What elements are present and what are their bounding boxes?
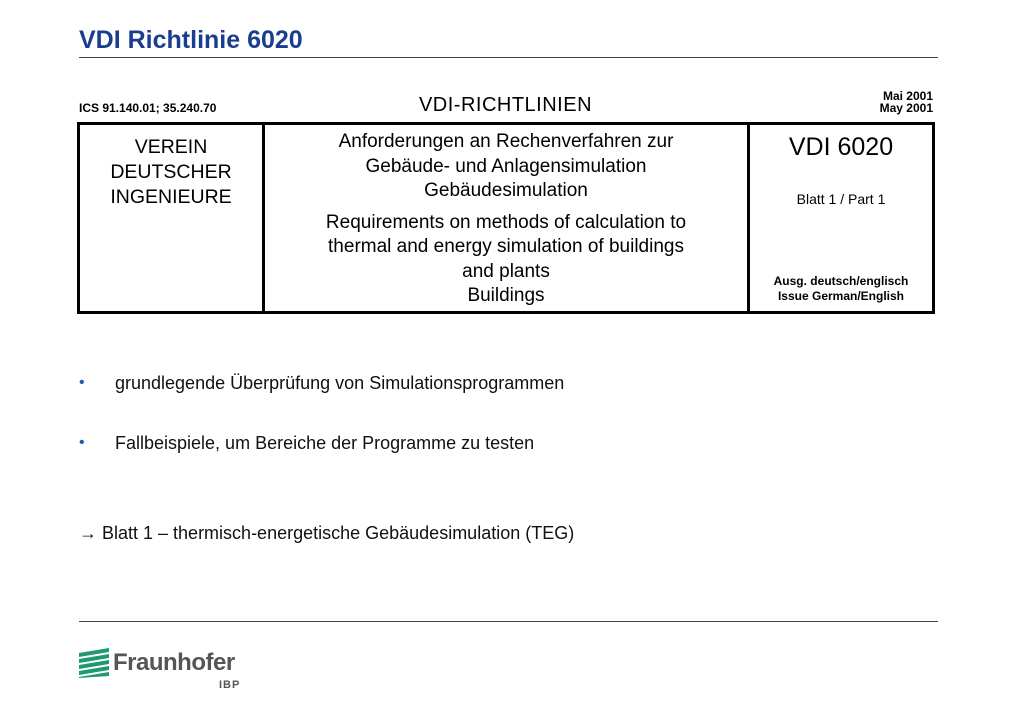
date-german: Mai 2001: [882, 89, 933, 103]
publication-dates: [880, 90, 933, 114]
ics-code: ICS 91.140.01; 35.240.70: [79, 101, 217, 115]
issue-line: Ausg. deutsch/englisch: [773, 274, 909, 288]
org-line: VEREIN: [134, 136, 208, 158]
document-number-cell: [750, 125, 932, 311]
title-de-line: Gebäude- und Anlagensimulation: [365, 155, 647, 177]
title-en-line: thermal and energy simulation of buildings: [328, 236, 684, 257]
document-header: VDI-RICHTLINIEN: [418, 94, 593, 116]
logo-institute: IBP: [219, 679, 241, 691]
title-en-line: Requirements on methods of calculation to: [325, 211, 687, 233]
top-divider: [79, 57, 938, 58]
document-number: VDI 6020: [788, 133, 894, 161]
bullet-icon: •: [79, 434, 85, 451]
organization-cell: [80, 125, 265, 311]
org-line: DEUTSCHER: [110, 161, 232, 183]
slide-title: VDI Richtlinie 6020: [79, 26, 303, 54]
fraunhofer-mark-icon: [79, 648, 109, 678]
logo-wordmark: Fraunhofer: [113, 649, 235, 676]
bullet-text: grundlegende Überprüfung von Simulationsprogrammen: [115, 373, 565, 393]
document-title-cell: [265, 125, 750, 311]
bullet-item: [79, 372, 564, 432]
issue-language: [750, 274, 932, 304]
date-english: May 2001: [879, 101, 933, 115]
title-de-line: Anforderungen an Rechenverfahren zur: [338, 131, 674, 152]
org-line: INGENIEURE: [110, 186, 232, 208]
bottom-divider: [79, 621, 938, 622]
arrow-note: → Blatt 1 – thermisch-energetische Gebäudesimulation (TEG): [79, 523, 575, 543]
document-part: Blatt 1 / Part 1: [796, 191, 886, 207]
bullet-icon: •: [79, 374, 85, 391]
issue-line: Issue German/English: [777, 289, 905, 303]
bullet-item: [79, 432, 564, 492]
title-en-line: and plants: [462, 260, 550, 282]
document-title-block: [77, 122, 935, 314]
bullet-text: Fallbeispiele, um Bereiche der Programme zu testen: [115, 433, 535, 453]
title-de-line: Gebäudesimulation: [424, 180, 588, 201]
fraunhofer-logo: [79, 646, 249, 694]
bullet-list: [79, 372, 564, 492]
title-en-line: Buildings: [467, 285, 545, 306]
